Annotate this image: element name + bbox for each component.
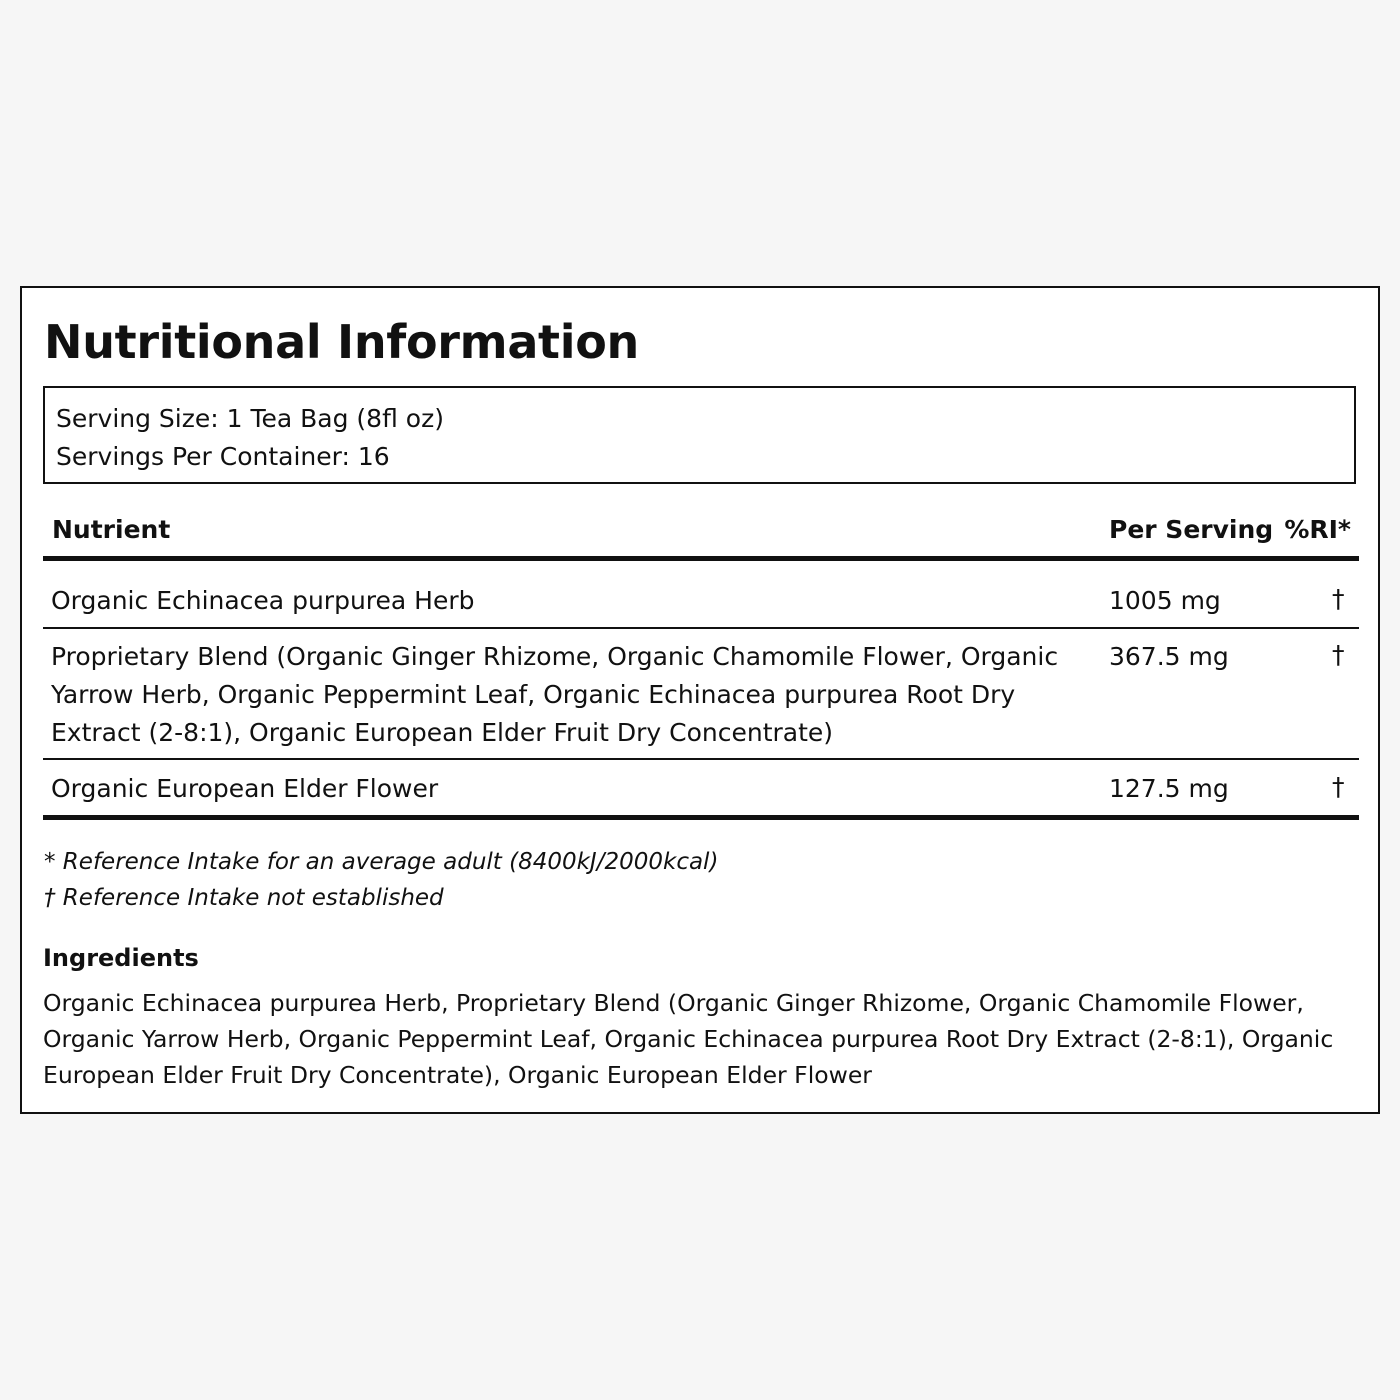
header-per-serving: Per Serving: [1109, 515, 1274, 544]
footnote-not-established: † Reference Intake not established: [44, 885, 444, 911]
serving-size: Serving Size: 1 Tea Bag (8fl oz): [56, 404, 444, 433]
table-row-name: Organic Echinacea purpurea Herb: [51, 586, 475, 615]
ingredients-heading: Ingredients: [43, 944, 199, 972]
serving-info-box: [43, 386, 1356, 484]
header-divider: [43, 556, 1359, 561]
table-row-ri: †: [1332, 584, 1345, 613]
ingredients-text: Organic Echinacea purpurea Herb, Proprietary Blend (Organic Ginger Rhizome, Organic Chamomile Flower, Organic Yarrow Herb, Organic Peppermint Leaf, Organic Echinacea purpurea Root Dry Extract (2-8:1), Organic European Elder Fruit Dry Concentrate), Organic European Elder Flower: [43, 989, 1334, 1089]
page-title: Nutritional Information: [44, 315, 639, 369]
nutrition-label: [20, 286, 1380, 1114]
row-divider: [43, 758, 1359, 760]
table-row-name: Proprietary Blend (Organic Ginger Rhizome, Organic Chamomile Flower, Organic Yarrow Herb, Organic Peppermint Leaf, Organic Echinacea purpurea Root Dry Extract (2-8:1), Organic European Elder Fruit Dry Concentrate): [51, 642, 1059, 747]
table-bottom-divider: [43, 815, 1359, 820]
header-nutrient: Nutrient: [52, 515, 171, 544]
table-row-name: Organic European Elder Flower: [51, 774, 439, 803]
table-row-ri: †: [1332, 772, 1345, 801]
servings-per-container: Servings Per Container: 16: [56, 442, 390, 471]
row-divider: [43, 627, 1359, 629]
table-row-amount: 127.5 mg: [1109, 774, 1229, 803]
table-header: [43, 510, 1359, 550]
header-ri: %RI*: [1284, 515, 1351, 544]
footnote-reference-intake: * Reference Intake for an average adult (8400kJ/2000kcal): [44, 849, 719, 875]
table-row-ri: †: [1332, 640, 1345, 669]
table-row-amount: 1005 mg: [1109, 586, 1221, 615]
table-row-amount: 367.5 mg: [1109, 642, 1229, 671]
